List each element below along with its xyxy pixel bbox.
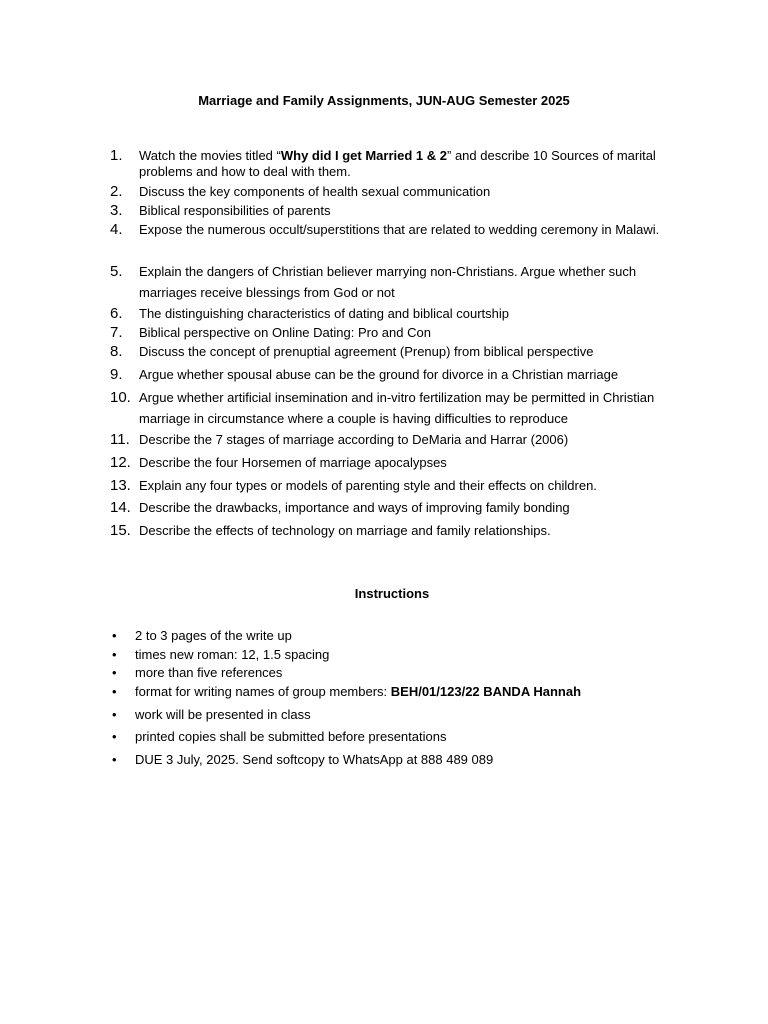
list-number: 2. bbox=[110, 183, 123, 200]
question-text: Discuss the key components of health sexual communication bbox=[139, 184, 491, 199]
list-item bbox=[110, 367, 680, 383]
instruction-text-part: format for writing names of group members: bbox=[135, 684, 391, 699]
movie-title: Why did I get Married 1 & 2 bbox=[280, 148, 447, 163]
group-member-format-example: BEH/01/123/22 BANDA Hannah bbox=[390, 684, 582, 699]
list-item bbox=[112, 729, 672, 745]
question-text: Describe the 7 stages of marriage according to DeMaria and Harrar (2006) bbox=[139, 432, 569, 447]
question-text: Describe the drawbacks, importance and ways of improving family bonding bbox=[139, 500, 570, 515]
list-item bbox=[112, 752, 672, 768]
list-number: 11. bbox=[110, 431, 130, 448]
bullet-icon: • bbox=[112, 647, 117, 662]
page-title: Marriage and Family Assignments, JUN-AUG Semester 2025 bbox=[198, 93, 570, 108]
list-item bbox=[110, 432, 680, 448]
list-item bbox=[110, 306, 680, 322]
bullet-icon: • bbox=[112, 684, 117, 699]
bullet-icon: • bbox=[112, 707, 117, 722]
list-number: 9. bbox=[110, 366, 123, 383]
list-item bbox=[110, 219, 680, 240]
instructions-heading: Instructions bbox=[354, 586, 430, 601]
question-text: Biblical perspective on Online Dating: Pro and Con bbox=[139, 325, 431, 340]
instruction-text: 2 to 3 pages of the write up bbox=[135, 628, 292, 643]
list-number: 15. bbox=[110, 522, 131, 539]
question-text: Expose the numerous occult/superstitions that are related to wedding ceremony in Malawi. bbox=[139, 222, 660, 237]
list-number: 3. bbox=[110, 202, 123, 219]
question-text: Argue whether artificial insemination and in-vitro fertilization may be permitted in Christian marriage in circumstance where a couple is having difficulties to reproduce bbox=[139, 390, 655, 426]
instruction-text: DUE 3 July, 2025. Send softcopy to WhatsApp at 888 489 089 bbox=[135, 752, 494, 767]
list-item bbox=[112, 665, 672, 681]
list-item bbox=[110, 523, 680, 539]
list-number: 12. bbox=[110, 454, 131, 471]
list-number: 5. bbox=[110, 263, 123, 280]
list-number: 8. bbox=[110, 343, 123, 360]
list-item bbox=[112, 628, 672, 644]
list-item bbox=[110, 387, 680, 429]
bullet-icon: • bbox=[112, 752, 117, 767]
list-number: 4. bbox=[110, 221, 123, 238]
instruction-text: times new roman: 12, 1.5 spacing bbox=[135, 647, 330, 662]
question-text: Discuss the concept of prenuptial agreement (Prenup) from biblical perspective bbox=[139, 344, 594, 359]
bullet-icon: • bbox=[112, 665, 117, 680]
instruction-text bbox=[135, 684, 672, 700]
question-text: Describe the four Horsemen of marriage apocalypses bbox=[139, 455, 447, 470]
question-text: Describe the effects of technology on marriage and family relationships. bbox=[139, 523, 551, 538]
question-text: Argue whether spousal abuse can be the ground for divorce in a Christian marriage bbox=[139, 367, 619, 382]
list-item bbox=[110, 261, 680, 303]
list-item bbox=[112, 684, 672, 700]
list-item bbox=[110, 500, 680, 516]
list-item bbox=[110, 455, 680, 471]
question-text bbox=[139, 148, 680, 180]
list-number: 7. bbox=[110, 324, 123, 341]
question-text-part: ” and describe 10 Sources of marital problems and how to deal with them. bbox=[139, 148, 656, 179]
list-item bbox=[110, 184, 680, 200]
instruction-text: more than five references bbox=[135, 665, 283, 680]
instruction-text: work will be presented in class bbox=[135, 707, 311, 722]
question-text: Explain any four types or models of parenting style and their effects on children. bbox=[139, 478, 597, 493]
list-number: 13. bbox=[110, 477, 131, 494]
question-text: Explain the dangers of Christian believer marrying non-Christians. Argue whether such marriages receive blessings from God or not bbox=[139, 264, 637, 300]
list-number: 10. bbox=[110, 389, 131, 406]
bullet-icon: • bbox=[112, 628, 117, 643]
list-item bbox=[110, 478, 680, 494]
list-item bbox=[110, 325, 680, 341]
question-text: Biblical responsibilities of parents bbox=[139, 203, 331, 218]
question-text-part: Watch the movies titled “ bbox=[139, 148, 281, 163]
list-number: 6. bbox=[110, 305, 123, 322]
list-item bbox=[110, 203, 680, 219]
list-item bbox=[110, 344, 680, 360]
list-number: 14. bbox=[110, 499, 131, 516]
list-item bbox=[110, 148, 680, 180]
list-item bbox=[112, 707, 672, 723]
question-text: The distinguishing characteristics of dating and biblical courtship bbox=[139, 306, 509, 321]
bullet-icon: • bbox=[112, 729, 117, 744]
list-item bbox=[112, 647, 672, 663]
list-number: 1. bbox=[110, 147, 123, 164]
instruction-text: printed copies shall be submitted before presentations bbox=[135, 729, 447, 744]
